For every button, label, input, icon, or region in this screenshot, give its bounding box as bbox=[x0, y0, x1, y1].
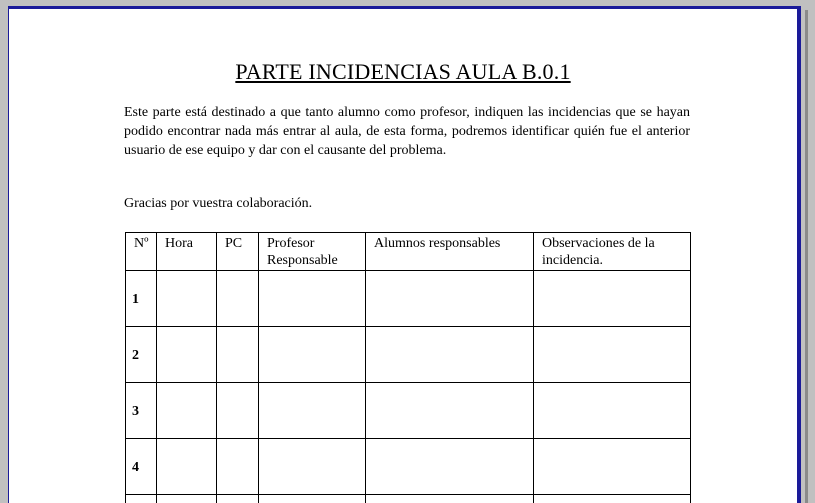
header-alumnos: Alumnos responsables bbox=[366, 233, 534, 271]
header-hora: Hora bbox=[157, 233, 217, 271]
cell-hora[interactable] bbox=[157, 271, 217, 327]
cell-hora[interactable] bbox=[157, 439, 217, 495]
cell-observaciones[interactable] bbox=[534, 495, 691, 503]
cell-alumnos[interactable] bbox=[366, 439, 534, 495]
cell-observaciones[interactable] bbox=[534, 327, 691, 383]
intro-paragraph: Este parte está destinado a que tanto alumno como profesor, indiquen las incidencias que se hayan podido encontrar nada más entrar al aula, de esta forma, podremos identificar quién fue el anterior usuario de ese equipo y dar con el causante del problema. bbox=[124, 105, 690, 158]
table-header-row bbox=[126, 233, 691, 271]
header-num: Nº bbox=[126, 233, 157, 271]
cell-profesor[interactable] bbox=[259, 383, 366, 439]
row-number: 3 bbox=[126, 383, 157, 439]
header-pc: PC bbox=[217, 233, 259, 271]
row-number: 4 bbox=[126, 439, 157, 495]
row-number: 2 bbox=[126, 327, 157, 383]
cell-observaciones[interactable] bbox=[534, 271, 691, 327]
cell-alumnos[interactable] bbox=[366, 327, 534, 383]
thanks-paragraph: Gracias por vuestra colaboración. bbox=[124, 196, 313, 211]
cell-observaciones[interactable] bbox=[534, 439, 691, 495]
document-title: PARTE INCIDENCIAS AULA B.0.1 bbox=[235, 59, 571, 84]
table-row bbox=[126, 383, 691, 439]
header-profesor: Profesor Responsable bbox=[259, 233, 366, 271]
page-shadow bbox=[805, 10, 808, 503]
cell-profesor[interactable] bbox=[259, 327, 366, 383]
cell-profesor[interactable] bbox=[259, 271, 366, 327]
header-observaciones: Observaciones de la incidencia. bbox=[534, 233, 691, 271]
cell-alumnos[interactable] bbox=[366, 383, 534, 439]
cell-hora[interactable] bbox=[157, 495, 217, 503]
table-row bbox=[126, 271, 691, 327]
cell-alumnos[interactable] bbox=[366, 271, 534, 327]
cell-pc[interactable] bbox=[217, 383, 259, 439]
table-row bbox=[126, 439, 691, 495]
cell-alumnos[interactable] bbox=[366, 495, 534, 503]
cell-pc[interactable] bbox=[217, 439, 259, 495]
table-row bbox=[126, 495, 691, 503]
cell-pc[interactable] bbox=[217, 327, 259, 383]
cell-observaciones[interactable] bbox=[534, 383, 691, 439]
cell-hora[interactable] bbox=[157, 327, 217, 383]
table-row bbox=[126, 327, 691, 383]
row-number: 1 bbox=[126, 271, 157, 327]
cell-pc[interactable] bbox=[217, 271, 259, 327]
cell-profesor[interactable] bbox=[259, 495, 366, 503]
incidents-table bbox=[125, 232, 691, 503]
cell-hora[interactable] bbox=[157, 383, 217, 439]
cell-pc[interactable] bbox=[217, 495, 259, 503]
document-page[interactable] bbox=[8, 6, 801, 503]
cell-profesor[interactable] bbox=[259, 439, 366, 495]
row-number bbox=[126, 495, 157, 503]
